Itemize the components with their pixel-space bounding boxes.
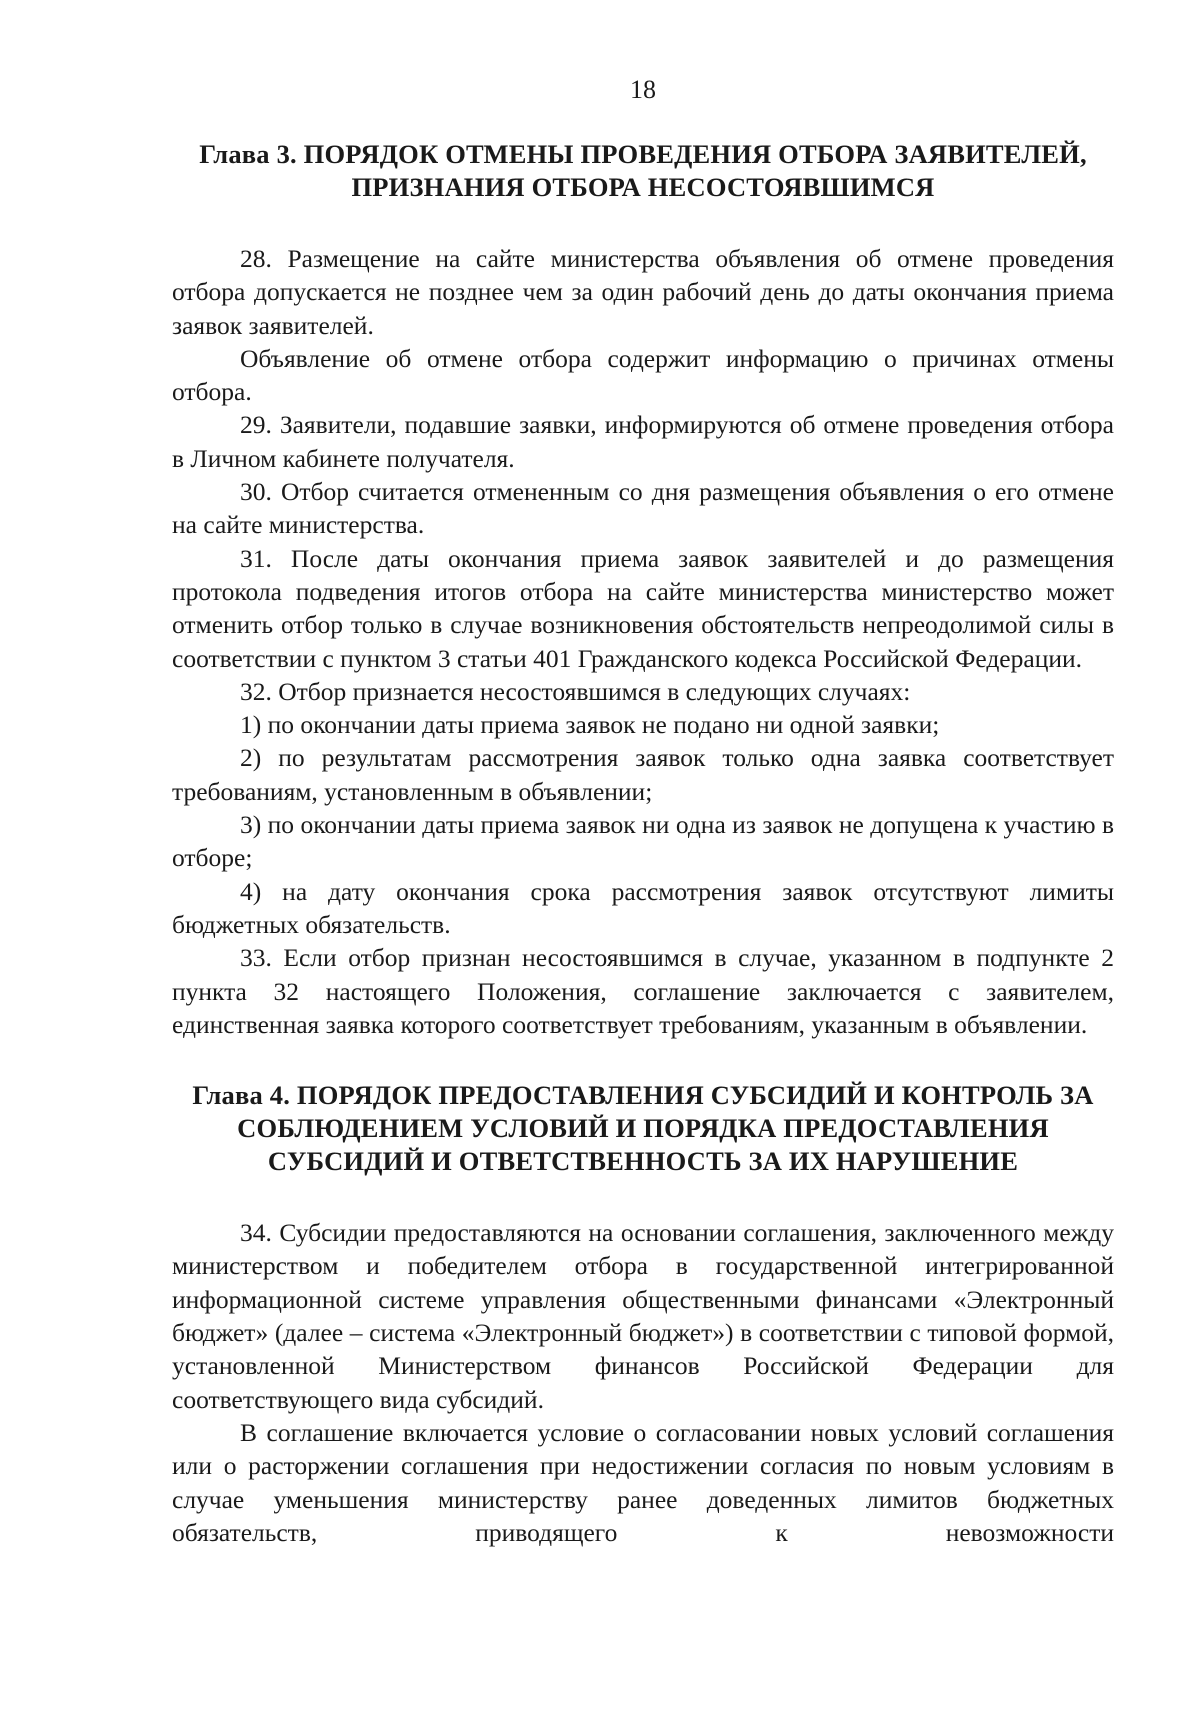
- paragraph-31: 31. После даты окончания приема заявок заявителей и до размещения протокола подведения итогов отбора на сайте министерства министерство может отменить отбор только в случае возникновения обстоятельств непреодолимой силы в соответствии с пунктом 3 статьи 401 Гражданского кодекса Российской Федерации.: [172, 543, 1114, 673]
- paragraph-32-item-4: 4) на дату окончания срока рассмотрения заявок отсутствуют лимиты бюджетных обязательств.: [172, 876, 1114, 939]
- paragraph-32-item-2: 2) по результатам рассмотрения заявок только одна заявка соответствует требованиям, установленным в объявлении;: [172, 743, 1114, 806]
- chapter-3-title-line-2: ПРИЗНАНИЯ ОТБОРА НЕСОСТОЯВШИМСЯ: [351, 172, 935, 202]
- paragraph-34-agreement-condition: В соглашение включается условие о согласовании новых условий соглашения или о расторжении соглашения при недостижении согласия по новым условиям в случае уменьшения министерству ранее доведенных лимитов бюджетных обязательств, приводящего к невозможности: [172, 1417, 1114, 1547]
- paragraph-30: 30. Отбор считается отмененным со дня размещения объявления о его отмене на сайте министерства.: [172, 477, 1114, 540]
- paragraph-32-item-3: 3) по окончании даты приема заявок ни одна из заявок не допущена к участию в отборе;: [172, 810, 1114, 873]
- chapter-4-body: [172, 1216, 1114, 1549]
- paragraph-28: 28. Размещение на сайте министерства объявления об отмене проведения отбора допускается не позднее чем за один рабочий день до даты окончания приема заявок заявителей.: [172, 244, 1114, 340]
- paragraph-33: 33. Если отбор признан несостоявшимся в случае, указанном в подпункте 2 пункта 32 настоящего Положения, соглашение заключается с заявителем, единственная заявка которого соответствует требованиям, указанным в объявлении.: [172, 943, 1114, 1039]
- paragraph-28-announcement: Объявление об отмене отбора содержит информацию о причинах отмены отбора.: [172, 343, 1114, 407]
- chapter-3-title: [172, 138, 1114, 204]
- chapter-3-title-line-1: Глава 3. ПОРЯДОК ОТМЕНЫ ПРОВЕДЕНИЯ ОТБОРА ЗАЯВИТЕЛЕЙ,: [199, 139, 1087, 169]
- chapter-4-title: [172, 1079, 1114, 1178]
- chapter-4-title-line-3: СУБСИДИЙ И ОТВЕТСТВЕННОСТЬ ЗА ИХ НАРУШЕНИЕ: [267, 1146, 1019, 1177]
- paragraph-34: 34. Субсидии предоставляются на основании соглашения, заключенного между министерством и победителем отбора в государственной интегрированной информационной системе управления общественными финансами «Электронный бюджет» (далее – система «Электронный бюджет») в соответствии с типовой формой, установленной Министерством финансов Российской Федерации для соответствующего вида субсидий.: [172, 1218, 1114, 1414]
- chapter-3-body: [172, 242, 1114, 1041]
- page-number: 18: [630, 75, 656, 104]
- chapter-4-title-line-2: СОБЛЮДЕНИЕМ УСЛОВИЙ И ПОРЯДКА ПРЕДОСТАВЛЕНИЯ: [237, 1113, 1049, 1144]
- paragraph-29: 29. Заявители, подавшие заявки, информируются об отмене проведения отбора в Личном кабинете получателя.: [172, 410, 1114, 473]
- paragraph-32-item-1: 1) по окончании даты приема заявок не подано ни одной заявки;: [240, 710, 940, 740]
- chapter-4-title-line-1: Глава 4. ПОРЯДОК ПРЕДОСТАВЛЕНИЯ СУБСИДИЙ И КОНТРОЛЬ ЗА: [192, 1080, 1094, 1111]
- paragraph-32: 32. Отбор признается несостоявшимся в следующих случаях:: [240, 676, 911, 706]
